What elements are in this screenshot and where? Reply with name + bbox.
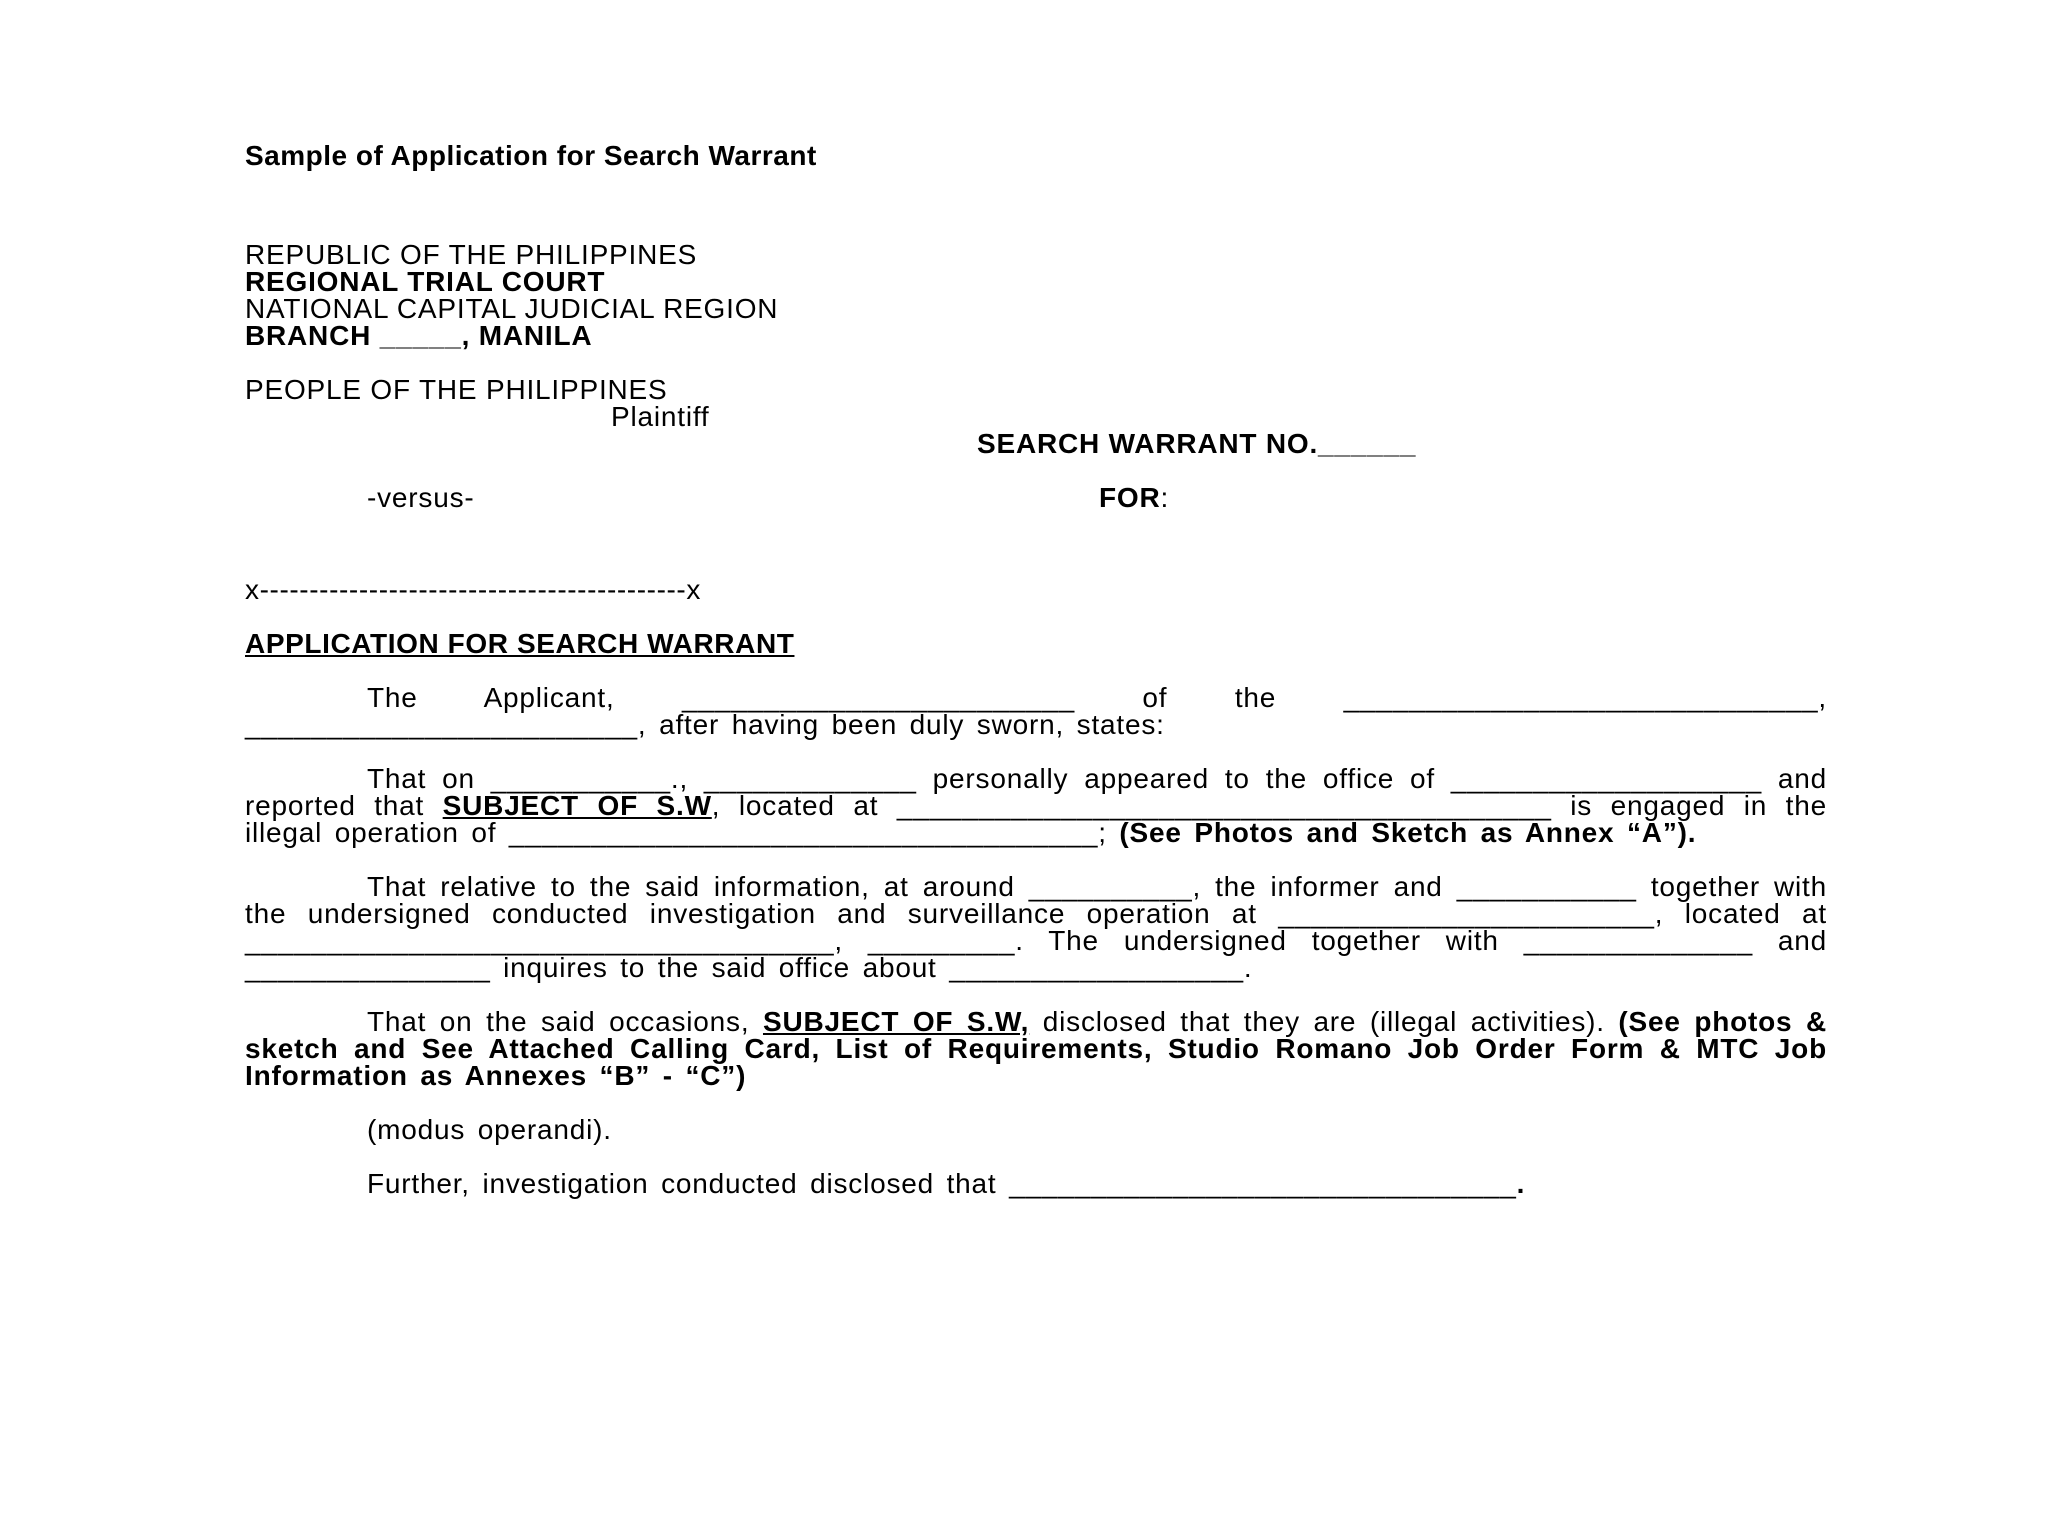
applicant-line-2: ________________________, after having been duly sworn, states: (245, 709, 1165, 740)
court-name: REGIONAL TRIAL COURT (245, 266, 606, 297)
document-body (245, 139, 1827, 1197)
branch-line: BRANCH _____, MANILA (245, 320, 593, 351)
warrant-number: SEARCH WARRANT NO.______ (977, 428, 1417, 459)
caption-separator: x-------------------------------------------x (245, 574, 701, 605)
further-text: Further, investigation conducted disclosed that _______________________________ (367, 1168, 1517, 1199)
disclosure-text-a: That on the said occasions, (367, 1006, 763, 1037)
region-line: NATIONAL CAPITAL JUDICIAL REGION (245, 293, 779, 324)
application-heading: APPLICATION FOR SEARCH WARRANT (245, 628, 795, 659)
applicant-line-1: The Applicant, ________________________ of the _____________________________, (367, 682, 1827, 713)
paragraph-report (245, 765, 1827, 846)
document-title: Sample of Application for Search Warrant (245, 140, 817, 171)
report-text-b: , located at ________________________________________ is engaged in the illegal operation of ____________________________________ (245, 790, 1827, 848)
report-text-a: That on ___________., _____________ personally appeared to the office of ___________________ and reported that (245, 763, 1827, 821)
annex-b-c-note: (See photos & sketch and See Attached Calling Card, List of Requirements, Studio Romano Job Order Form & MTC Job Information as Annexes “B” - “C”) (245, 1006, 1828, 1091)
subject-of-sw: SUBJECT OF S.W (442, 790, 712, 821)
plaintiff-label: Plaintiff (611, 401, 710, 432)
paragraph-further (245, 1170, 1827, 1197)
paragraph-applicant (245, 684, 1827, 738)
court-header (245, 241, 1827, 349)
report-text-c: ; (1098, 817, 1120, 848)
people-line: PEOPLE OF THE PHILIPPINES (245, 374, 668, 405)
for-colon: : (1160, 482, 1170, 513)
paragraph-investigation: That relative to the said information, at around __________, the informer and ___________ together with the undersigned conducted investigation and surveillance operation at _______________________, located at ____________________________________, _________. The undersigned together with ______________ and _______________ inquires to the said office about __________________. (245, 871, 1827, 983)
paragraph-disclosure (245, 1008, 1827, 1089)
modus-operandi: (modus operandi). (367, 1114, 612, 1145)
case-caption (245, 376, 1827, 576)
versus-label: -versus- (367, 482, 475, 513)
for-line (1099, 484, 1169, 511)
disclosure-text-b: disclosed that they are (illegal activities). (1029, 1006, 1619, 1037)
further-end: . (1516, 1168, 1526, 1199)
republic-line: REPUBLIC OF THE PHILIPPINES (245, 239, 698, 270)
for-label: FOR (1099, 482, 1161, 513)
annex-a-note: (See Photos and Sketch as Annex “A”). (1119, 817, 1697, 848)
subject-of-sw-2: SUBJECT OF S.W, (762, 1006, 1030, 1037)
